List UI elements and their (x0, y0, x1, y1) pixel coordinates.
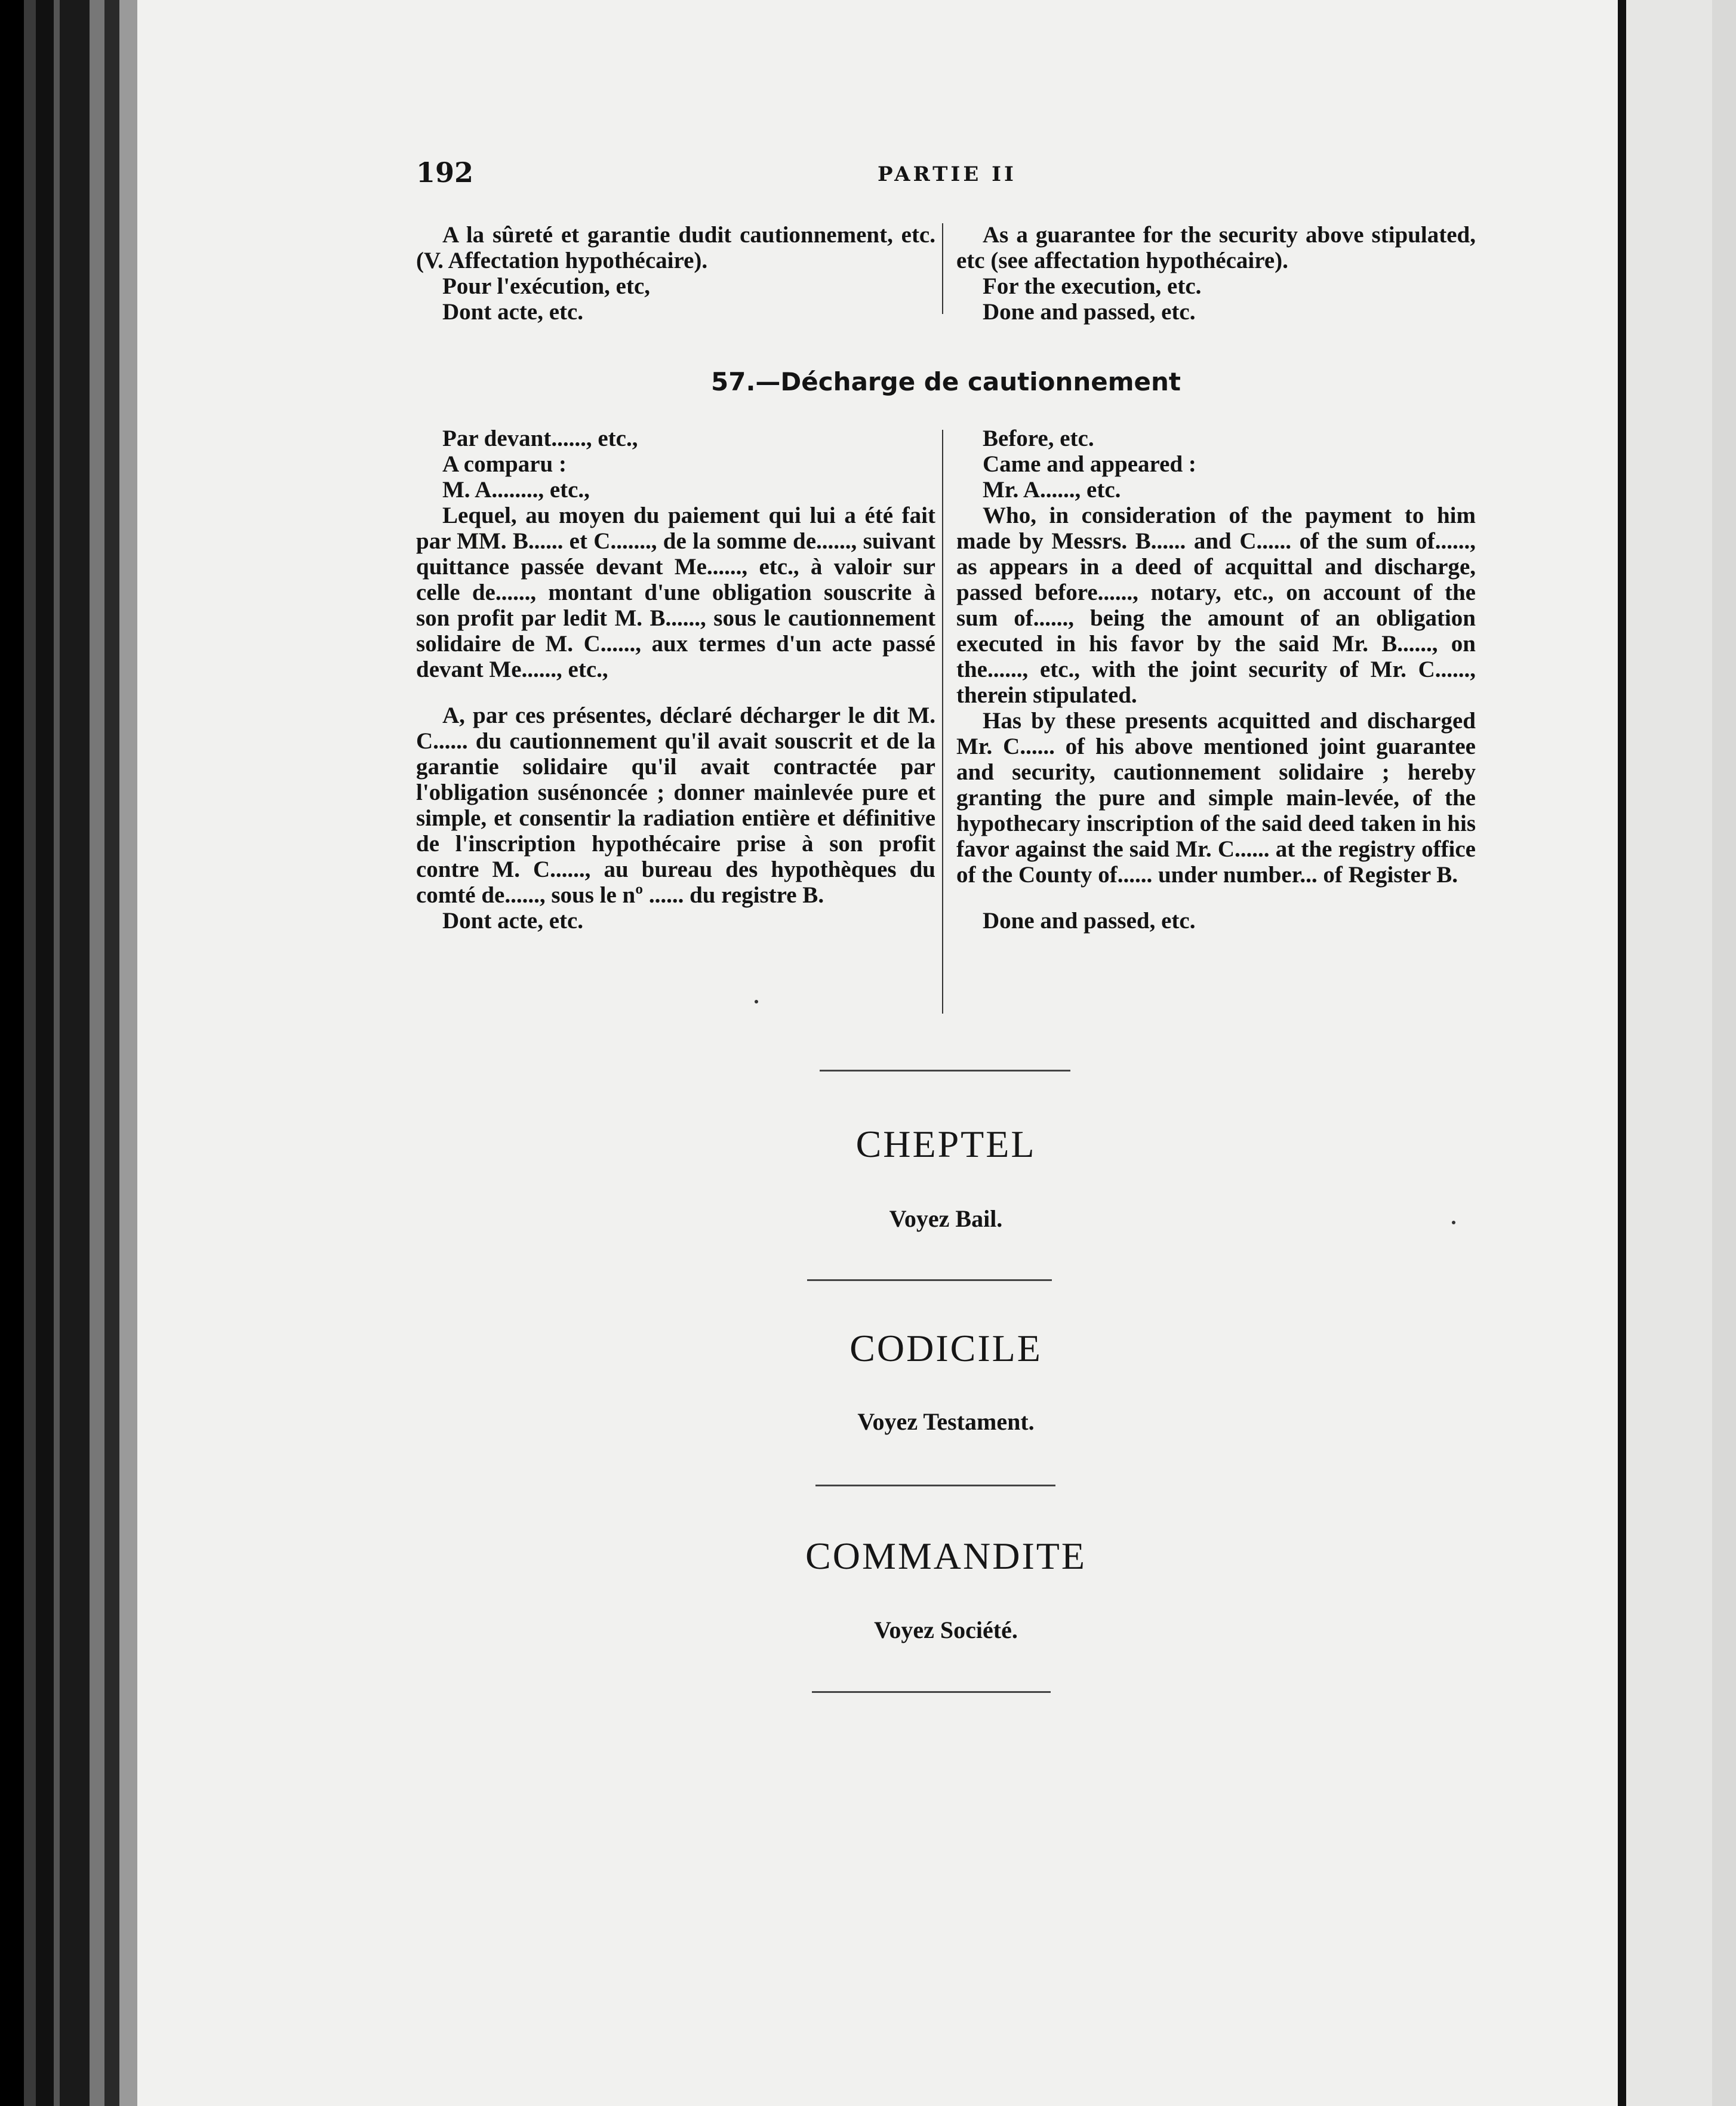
cross-ref-see-commandite: Voyez Société. (874, 1617, 1018, 1643)
cross-ref-see-cheptel: Voyez Bail. (889, 1205, 1003, 1232)
fr-para-6: Dont acte, etc. (442, 908, 584, 934)
en-para-1: Before, etc. (983, 426, 1094, 451)
ink-speck (1452, 1221, 1455, 1224)
en-para-4: Who, in consideration of the payment to him made by Messrs. B...... and C...... of the sum of......, as appears in a deed of acquittal and discharge, passed before......, notary, etc., on account of the sum of......, being the amount of an obligation executed in his favor by the said Mr. B......, on the......, etc., with the joint security of Mr. C......, therein stipulated. (956, 503, 1476, 708)
section-heading: 57.—Décharge de cautionnement (711, 367, 1181, 396)
en-para-5: Has by these presents acquitted and discharged Mr. C...... of his above mentioned joint guarantee and security, cautionnement solidaire ; hereby granting the pure and simple main-levée, of the hypothecary inscription of the said deed taken in his favor against the said Mr. C...... at the registry office of the County of...... under number... of Register B. (956, 708, 1476, 888)
en-top-line-3: Done and passed, etc. (983, 299, 1196, 325)
fr-para-1: Par devant......, etc., (442, 426, 638, 451)
fr-para-4: Lequel, au moyen du paiement qui lui a été fait par MM. B...... et C......., de la somme de......, suivant quittance passée devant Me......, etc., à valoir sur celle de......, montant d'une obligation souscrite à son profit par ledit M. B......, sous le cautionnement solidaire de M. C......, aux termes d'un acte passé devant Me......, etc., (416, 503, 935, 682)
fr-para-5: A, par ces présentes, déclaré décharger le dit M. C...... du cautionnement qu'il avait souscrit et de la garantie solidaire qu'il avait contractée par l'obligation susénoncée ; donner mainlevée pure et simple, et consentir la radiation entière et définitive de l'inscription hypothécaire prise à son profit contre M. C......, au bureau des hypothèques du comté de......, sous le nº ...... du registre B. (416, 703, 935, 908)
running-head: PARTIE II (878, 162, 1017, 186)
en-top-line-2: For the execution, etc. (983, 273, 1202, 299)
fr-top-line-1: A la sûreté et garantie dudit cautionnement, etc. (V. Affectation hypothécaire). (416, 222, 935, 273)
separator-rule (807, 1279, 1052, 1281)
separator-rule (812, 1691, 1051, 1693)
top-french-column (416, 222, 935, 325)
page-number: 192 (416, 156, 474, 189)
fr-para-2: A comparu : (442, 451, 567, 477)
cross-ref-title-commandite: COMMANDITE (805, 1535, 1086, 1577)
column-divider (942, 430, 943, 1014)
fr-para-3: M. A........, etc., (442, 477, 590, 503)
separator-rule (815, 1485, 1055, 1486)
cross-ref-title-codicile: CODICILE (849, 1327, 1042, 1369)
en-para-6: Done and passed, etc. (983, 908, 1196, 934)
en-para-2: Came and appeared : (983, 451, 1196, 477)
cross-ref-see-codicile: Voyez Testament. (857, 1408, 1035, 1435)
top-english-column (956, 222, 1476, 325)
en-top-line-1: As a guarantee for the security above stipulated, etc (see affectation hypothécaire). (956, 222, 1476, 273)
cross-ref-title-cheptel: CHEPTEL (855, 1123, 1036, 1165)
facing-page-edge (1618, 0, 1736, 2106)
french-column (416, 426, 935, 934)
ink-speck (755, 1000, 758, 1003)
fr-top-line-2: Pour l'exécution, etc, (442, 273, 651, 299)
book-left-edges (0, 0, 137, 2106)
fr-top-line-3: Dont acte, etc. (442, 299, 584, 325)
en-para-3: Mr. A......, etc. (983, 477, 1121, 503)
english-column (956, 426, 1476, 934)
column-divider-top (942, 223, 943, 314)
separator-rule (820, 1070, 1070, 1072)
